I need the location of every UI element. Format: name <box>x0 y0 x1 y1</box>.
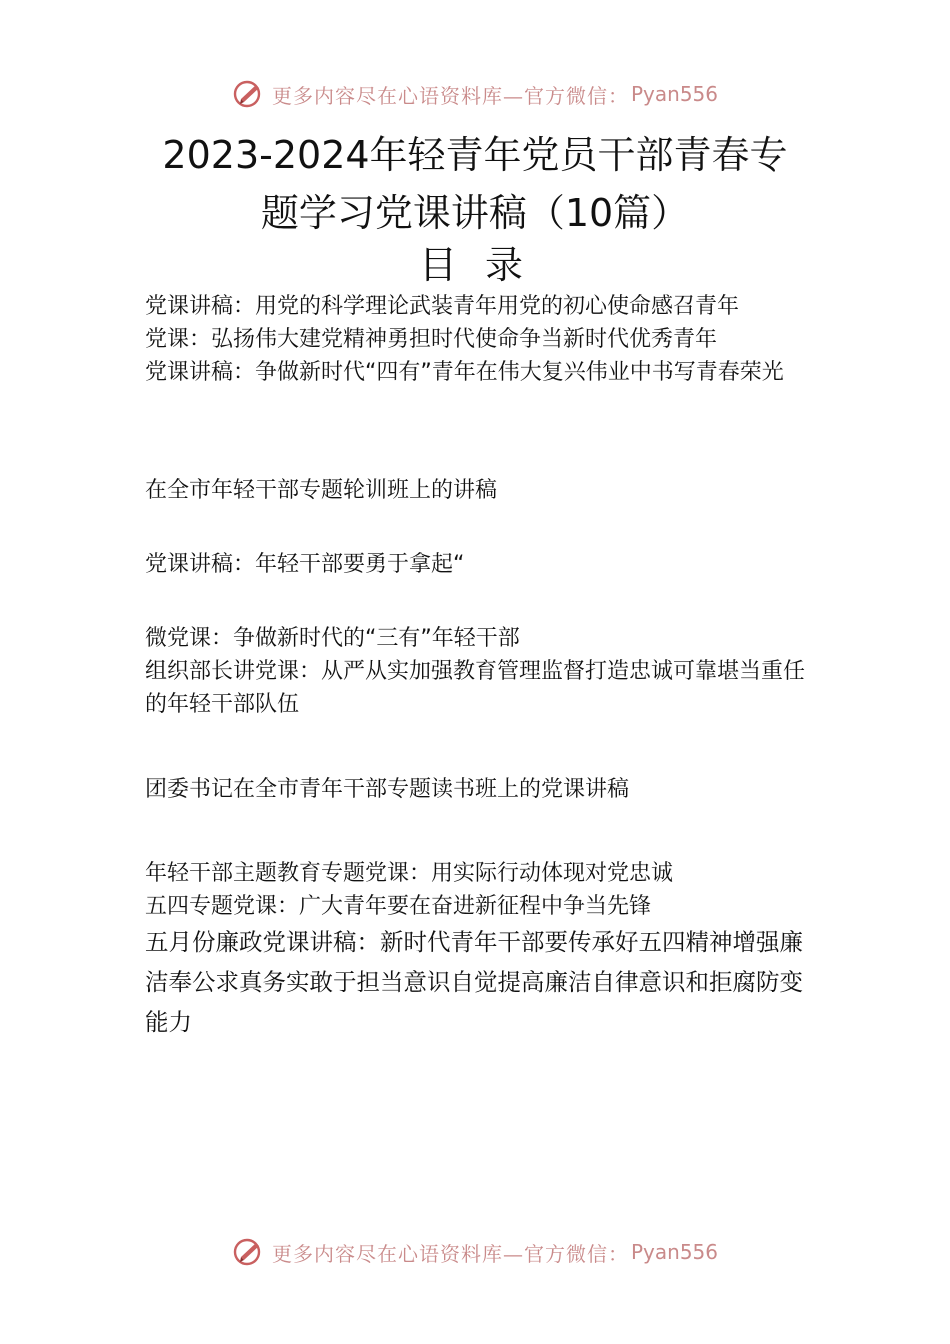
watermark-text: 更多内容尽在心语资料库—官方微信： <box>271 1241 629 1266</box>
title-line-1: 2023-2024年轻青年党员干部青春专 <box>162 133 788 177</box>
toc-item[interactable]: 党课讲稿：争做新时代“四有”青年在伟大复兴伟业中书写青春荣光 <box>145 360 784 385</box>
pen-logo-icon <box>232 1235 266 1269</box>
document-title <box>90 126 860 242</box>
toc-item[interactable]: 党课：弘扬伟大建党精神勇担时代使命争当新时代优秀青年 <box>145 327 718 352</box>
toc-item[interactable]: 党课讲稿：用党的科学理论武装青年用党的初心使命感召青年 <box>145 294 740 319</box>
title-line-2: 题学习党课讲稿（10篇） <box>260 191 690 235</box>
toc-item[interactable]: 五月份廉政党课讲稿：新时代青年干部要传承好五四精神增强廉洁奉公求真务实敢于担当意识自觉提高廉洁自律意识和拒腐防变能力 <box>145 928 803 1036</box>
toc-item[interactable]: 微党课：争做新时代的“三有”年轻干部 <box>145 626 520 651</box>
watermark-wechat-id: Pyan556 <box>630 1240 718 1264</box>
toc-item[interactable]: 党课讲稿：年轻干部要勇于拿起“ <box>145 552 465 577</box>
watermark-text: 更多内容尽在心语资料库—官方微信： <box>271 83 629 108</box>
pen-logo-icon <box>232 77 266 111</box>
toc-item[interactable]: 在全市年轻干部专题轮训班上的讲稿 <box>145 478 498 503</box>
toc-item[interactable]: 五四专题党课：广大青年要在奋进新征程中争当先锋 <box>145 894 652 919</box>
watermark-footer <box>0 1232 950 1272</box>
toc-item[interactable]: 团委书记在全市青年干部专题读书班上的党课讲稿 <box>145 777 630 802</box>
toc-item[interactable]: 组织部长讲党课：从严从实加强教育管理监督打造忠诚可靠堪当重任的年轻干部队伍 <box>145 659 806 717</box>
toc-item[interactable]: 年轻干部主题教育专题党课：用实际行动体现对党忠诚 <box>145 861 674 886</box>
toc-heading: 目 录 <box>418 243 532 287</box>
watermark-wechat-id: Pyan556 <box>630 82 718 106</box>
watermark-header <box>0 74 950 114</box>
